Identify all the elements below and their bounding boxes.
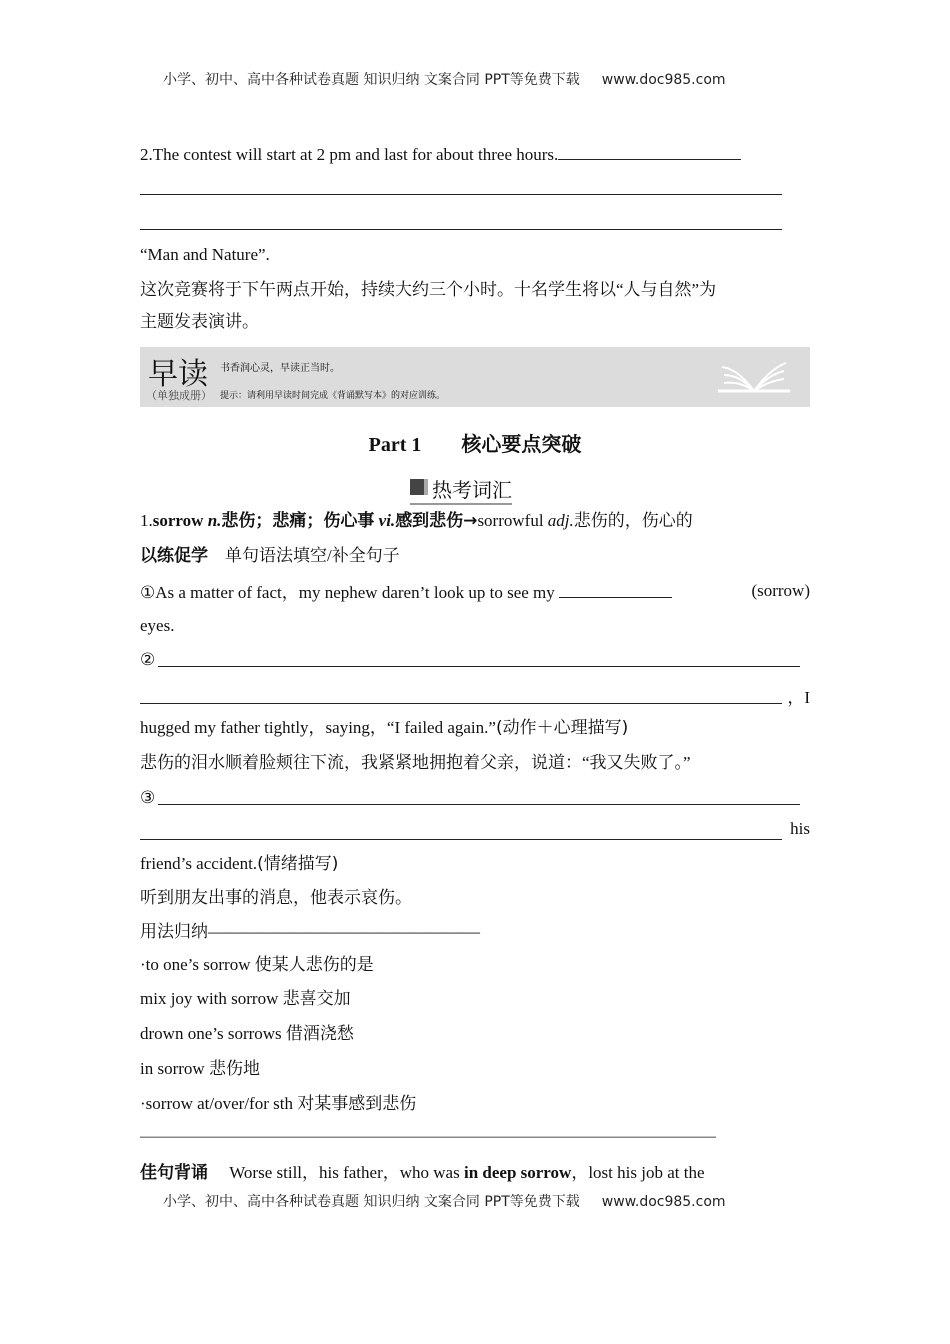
page-header (163, 69, 726, 89)
answer-line[interactable] (158, 666, 800, 667)
header-text: 小学、初中、高中各种试卷真题 知识归纳 文案合同 PPT等免费下载 (163, 72, 580, 88)
answer-blank[interactable] (559, 581, 672, 598)
open-book-icon (718, 359, 790, 395)
model-sentence: 佳句背诵 Worse still，his father，who was in deep sorrow，lost his job at the (140, 1163, 705, 1183)
ex3-num: ③ (140, 788, 156, 807)
practice-label: 以练促学 单句语法填空/补全句子 (140, 546, 400, 566)
ex2-text: hugged my father tightly，saying，“I failed again.”(动作＋心理描写) (140, 718, 629, 738)
ex2-translation: 悲伤的泪水顺着脸颊往下流，我紧紧地拥抱着父亲，说道：“我又失败了。” (140, 753, 691, 772)
early-reading-banner (140, 347, 810, 407)
ex3-end: his (790, 819, 810, 838)
usage-heading: 用法归纳———————————————— (140, 922, 480, 942)
question-2 (140, 143, 741, 166)
footer-text: 小学、初中、高中各种试卷真题 知识归纳 文案合同 PPT等免费下载 (163, 1194, 580, 1210)
ex1-cont: eyes. (140, 616, 175, 635)
usage-item: drown one’s sorrows 借酒浇愁 (140, 1024, 354, 1043)
q2-translation: 这次竞赛将于下午两点开始，持续大约三个小时。十名学生将以“人与自然”为 (140, 280, 717, 299)
usage-item: ·sorrow at/over/for sth 对某事感到悲伤 (140, 1094, 417, 1113)
banner-tip: 提示：请利用早读时间完成《背诵默写本》的对应训练。 (220, 390, 446, 400)
ex3-text: friend’s accident.(情绪描写) (140, 854, 339, 874)
usage-item: mix joy with sorrow 悲喜交加 (140, 989, 351, 1008)
banner-title: 早读 (148, 357, 208, 392)
section-heading (410, 474, 512, 505)
usage-item: ·to one’s sorrow 使某人悲伤的是 (140, 955, 374, 974)
header-url[interactable]: www.doc985.com (601, 72, 726, 88)
page-footer (163, 1191, 726, 1211)
exercise-1: ①As a matter of fact，my nephew daren’t look up to see my (140, 581, 672, 604)
part-title: Part 1 核心要点突破 (368, 434, 582, 456)
usage-item: in sorrow 悲伤地 (140, 1059, 260, 1078)
banner-sub: （单独成册） (146, 390, 212, 402)
q2-text: 2.The contest will start at 2 pm and last for about three hours. (140, 145, 559, 164)
vocab-entry: 1.sorrow n.悲伤；悲痛；伤心事 vi.感到悲伤→sorrowful adj.悲伤的，伤心的 (140, 511, 693, 531)
ex1-hint: (sorrow) (751, 581, 810, 600)
answer-line[interactable] (140, 703, 782, 704)
q2-translation-2: 主题发表演讲。 (140, 312, 259, 331)
section-marker-icon (410, 479, 428, 495)
ex3-translation: 听到朋友出事的消息，他表示哀伤。 (140, 888, 412, 907)
answer-line[interactable] (140, 839, 782, 840)
answer-line[interactable] (158, 804, 800, 805)
ex2-num: ② (140, 650, 156, 669)
usage-end-line: ———————————————————————————————————— (140, 1128, 716, 1145)
ex2-end: ，I (787, 688, 810, 707)
q2-continuation: “Man and Nature”. (140, 245, 270, 264)
answer-line[interactable] (140, 194, 782, 195)
banner-slogan: 书香润心灵，早读正当时。 (220, 363, 340, 374)
answer-line[interactable] (140, 229, 782, 230)
footer-url[interactable]: www.doc985.com (601, 1194, 726, 1210)
section-title: 热考词汇 (432, 478, 512, 502)
answer-blank[interactable] (558, 143, 741, 160)
